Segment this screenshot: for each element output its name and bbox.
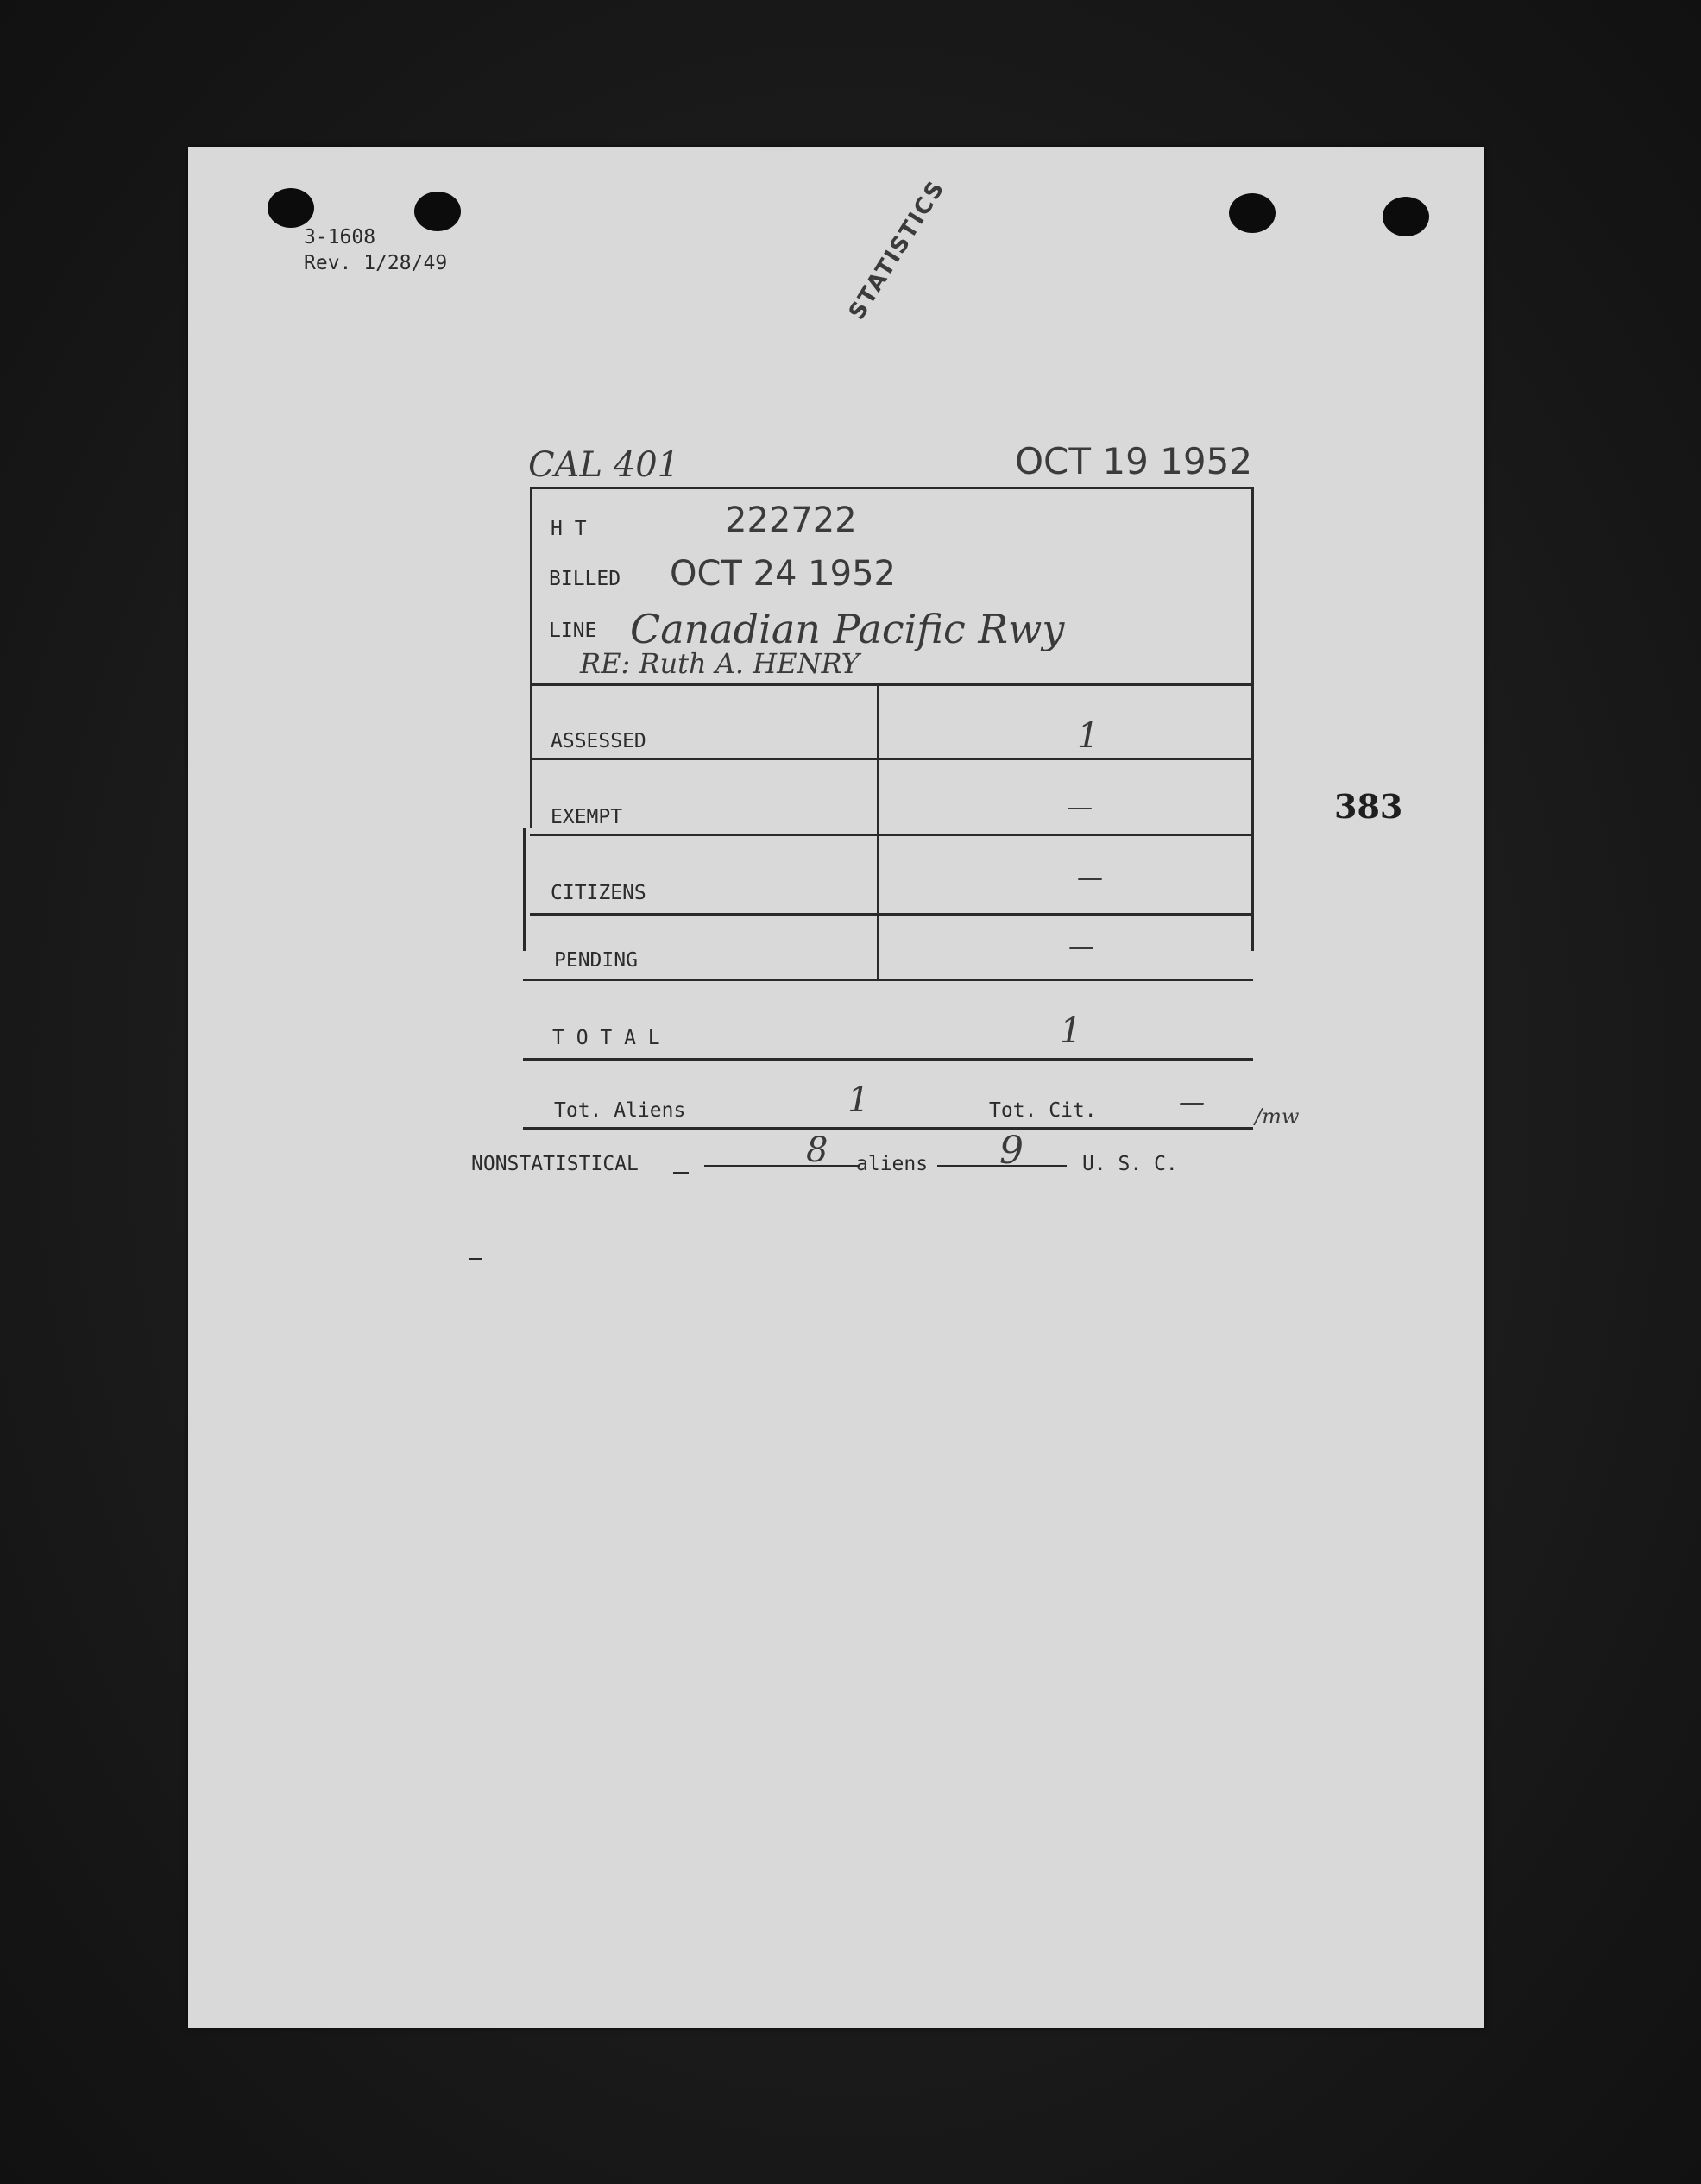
blank-line (673, 1172, 689, 1174)
total-value: 1 (1060, 1011, 1082, 1051)
initials: /mw (1255, 1105, 1300, 1129)
row-label-citizens: CITIZENS (551, 882, 646, 904)
box-left-border-lower (523, 828, 526, 951)
nonstatistical-label: NONSTATISTICAL (471, 1153, 639, 1175)
box-right-border (1251, 487, 1254, 951)
punch-hole (414, 192, 461, 231)
row-label-pending: PENDING (554, 949, 638, 972)
row-label-assessed: ASSESSED (551, 730, 646, 752)
row-divider (530, 758, 1253, 760)
row-divider (523, 979, 1253, 981)
cal-number: CAL 401 (528, 445, 680, 485)
row-label-exempt: EXEMPT (551, 806, 623, 828)
blank-line (704, 1165, 860, 1167)
document-page (188, 147, 1484, 2028)
ht-value: 222722 (725, 500, 857, 540)
form-number: 3-1608 (304, 226, 376, 249)
billed-value: OCT 24 1952 (670, 554, 896, 594)
row-value-assessed: 1 (1077, 716, 1099, 756)
row-value-pending: — (1068, 932, 1094, 962)
statistics-stamp: STATISTICS (844, 175, 951, 324)
row-divider (530, 834, 1253, 836)
nonstatistical-aliens-value: 8 (806, 1130, 828, 1170)
row-value-citizens: — (1077, 863, 1103, 893)
tot-aliens-label: Tot. Aliens (554, 1099, 686, 1122)
punch-hole (268, 188, 314, 228)
form-revision: Rev. 1/28/49 (304, 252, 448, 274)
row-divider (530, 913, 1253, 916)
box-divider-line (530, 683, 1253, 686)
nonstatistical-aliens-label: aliens (856, 1153, 929, 1175)
line-label: LINE (549, 620, 597, 642)
column-divider (877, 683, 879, 979)
box-left-border (530, 487, 532, 828)
row-divider (523, 1058, 1253, 1061)
box-top-border (530, 487, 1253, 489)
page-number: 383 (1334, 787, 1403, 826)
tot-aliens-value: 1 (847, 1080, 870, 1120)
row-value-exempt: — (1067, 792, 1093, 822)
billed-label: BILLED (549, 568, 621, 590)
total-label: T O T A L (552, 1027, 660, 1049)
line-value: Canadian Pacific Rwy (630, 606, 1065, 652)
tot-cit-value: — (1179, 1087, 1205, 1117)
nonstatistical-usc-value: 9 (999, 1129, 1024, 1173)
punch-hole (1383, 197, 1429, 236)
date-stamp: OCT 19 1952 (1015, 440, 1253, 482)
re-note: RE: Ruth A. HENRY (580, 647, 860, 680)
stray-mark (469, 1258, 482, 1260)
ht-label: H T (551, 518, 587, 540)
punch-hole (1229, 193, 1276, 233)
nonstatistical-usc-label: U. S. C. (1082, 1153, 1178, 1175)
tot-cit-label: Tot. Cit. (989, 1099, 1097, 1122)
row-divider (523, 1127, 1253, 1130)
